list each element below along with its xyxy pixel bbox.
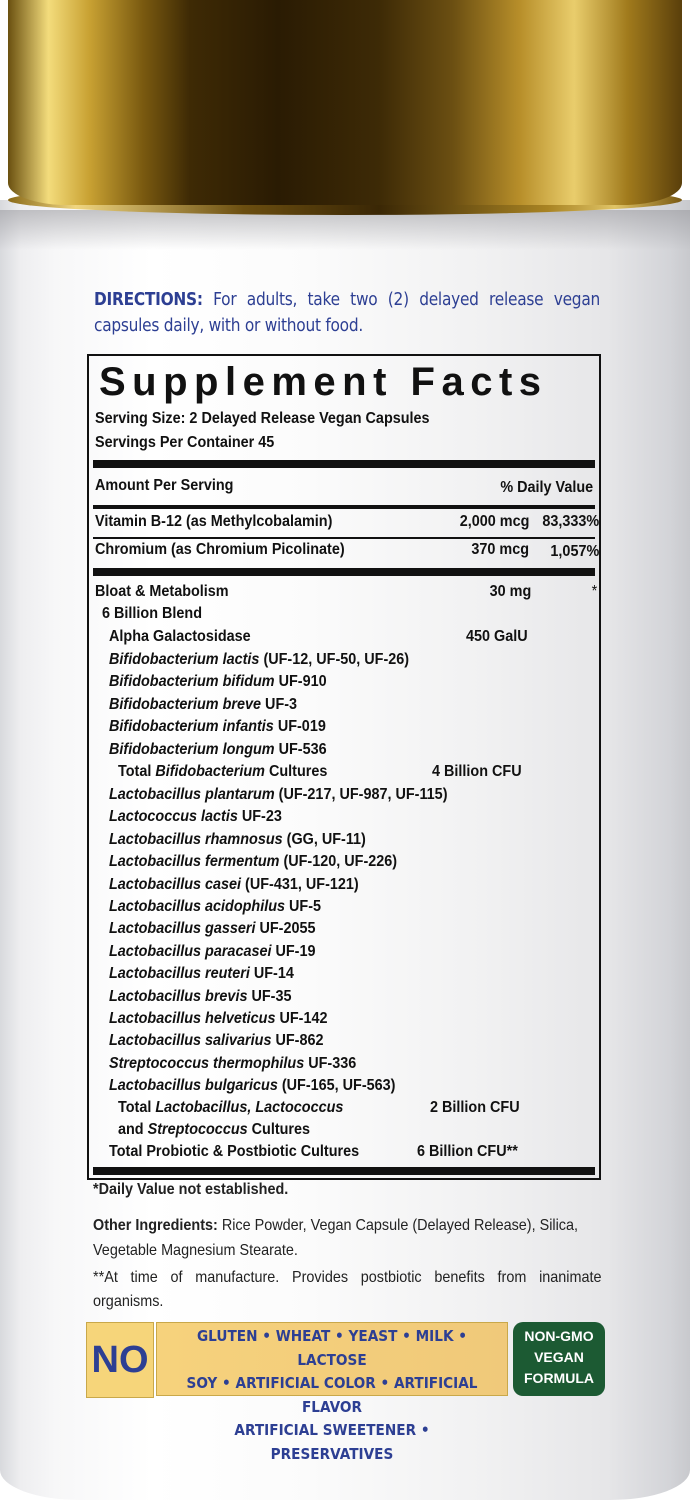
bifido-row xyxy=(109,718,326,736)
lacto-row xyxy=(109,876,359,894)
chromium-dv: 1,057% xyxy=(550,543,599,560)
other-ingredients-label: Other Ingredients: xyxy=(93,1217,218,1234)
bifido-strain-code: UF-3 xyxy=(261,695,298,713)
directions-label: DIRECTIONS: xyxy=(94,290,203,310)
lacto-strain-name: Lactobacillus brevis xyxy=(109,987,248,1005)
lacto-strain-name: Lactobacillus rhamnosus xyxy=(109,830,283,848)
lacto-strain-code: (UF-120, UF-226) xyxy=(279,853,398,871)
lacto-strain-code: UF-862 xyxy=(271,1032,324,1050)
blend-name: Bloat & Metabolism xyxy=(95,583,229,600)
bifido-strain-name: Bifidobacterium infantis xyxy=(109,718,274,736)
lacto-row xyxy=(109,853,397,871)
lacto-strain-name: Lactobacillus paracasei xyxy=(109,942,272,960)
directions-body: For adults, take two (2) delayed release vegan capsules daily, with or without food. xyxy=(94,290,600,336)
lacto-row xyxy=(109,1077,395,1095)
lacto-strain-code: (UF-165, UF-563) xyxy=(277,1077,396,1095)
badge-line-2: VEGAN xyxy=(534,1349,584,1365)
bifido-row xyxy=(109,741,327,759)
lacto-strain-name: Lactobacillus helveticus xyxy=(109,1010,276,1027)
lacto-row xyxy=(109,808,282,826)
directions-text xyxy=(94,287,600,339)
vitamin-b12-amount: 2,000 mcg xyxy=(459,513,529,530)
lacto-total-line2 xyxy=(118,1121,310,1139)
lacto-strain-code: (UF-431, UF-121) xyxy=(241,875,359,893)
footnote: **At time of manufacture. Provides postbiotic benefits from inanimate organisms. xyxy=(93,1269,602,1310)
facts-title: Supplement Facts xyxy=(99,360,548,404)
lacto-strain-code: UF-23 xyxy=(237,808,282,826)
lacto-total-line2-pre: and xyxy=(118,1121,148,1138)
allergen-line-1: GLUTEN • WHEAT • YEAST • MILK • LACTOSE xyxy=(196,1327,467,1369)
grand-total-amount: 6 Billion CFU** xyxy=(417,1143,518,1160)
lacto-row xyxy=(109,1032,323,1050)
lacto-strain-code: UF-142 xyxy=(275,1010,328,1027)
lacto-strain-name: Lactobacillus plantarum xyxy=(109,786,275,803)
lacto-strain-name: Lactobacillus bulgaricus xyxy=(109,1077,278,1095)
lacto-row xyxy=(109,965,294,983)
bifido-total-post: Cultures xyxy=(264,763,328,780)
chromium-name: Chromium (as Chromium Picolinate) xyxy=(95,541,345,558)
lacto-strain-code: UF-19 xyxy=(271,942,316,960)
thin-rule-1 xyxy=(93,537,595,539)
allergen-line-2: SOY • ARTIFICIAL COLOR • ARTIFICIAL FLAVOR xyxy=(186,1374,478,1416)
bifido-row xyxy=(109,673,327,691)
lacto-row xyxy=(109,831,366,849)
badge-line-1: NON-GMO xyxy=(524,1328,594,1344)
bifido-strain-name: Bifidobacterium breve xyxy=(109,695,262,713)
dv-header: % Daily Value xyxy=(500,479,593,496)
lacto-strain-name: Lactobacillus casei xyxy=(109,875,242,893)
dv-note: *Daily Value not established. xyxy=(93,1181,289,1198)
lacto-strain-code: UF-35 xyxy=(247,987,292,1005)
bifido-total-pre: Total xyxy=(118,763,156,780)
chromium-amount: 370 mcg xyxy=(471,541,529,558)
bifido-strain-name: Bifidobacterium lactis xyxy=(109,651,260,668)
bifido-strain-code: UF-019 xyxy=(273,718,326,736)
grand-total: Total Probiotic & Postbiotic Cultures xyxy=(109,1143,360,1160)
non-gmo-vegan-badge xyxy=(513,1322,605,1396)
bifido-row xyxy=(109,696,297,714)
vitamin-b12-name: Vitamin B-12 (as Methylcobalamin) xyxy=(95,513,333,530)
lacto-strain-code: (UF-217, UF-987, UF-115) xyxy=(274,786,448,803)
serving-size: Serving Size: 2 Delayed Release Vegan Capsules xyxy=(95,410,430,427)
thick-rule-3 xyxy=(93,1167,595,1175)
gold-cap xyxy=(8,0,682,205)
lacto-strain-name: Lactobacillus salivarius xyxy=(109,1032,272,1050)
neck-shadow xyxy=(0,210,690,250)
lacto-row xyxy=(109,1010,327,1028)
alpha-galactosidase-amount: 450 GalU xyxy=(466,628,528,645)
amount-header: Amount Per Serving xyxy=(95,477,234,494)
thick-rule-1 xyxy=(93,460,595,468)
bifido-strain-code: UF-910 xyxy=(274,673,327,691)
medium-rule xyxy=(93,505,595,509)
lacto-strain-name: Lactobacillus reuteri xyxy=(109,965,250,983)
bifido-total-italic: Bifidobacterium xyxy=(155,763,265,780)
no-label: NO xyxy=(86,1322,154,1398)
other-ingredients xyxy=(93,1213,584,1263)
lacto-row xyxy=(109,1055,356,1073)
lacto-row xyxy=(109,943,315,961)
bifido-row xyxy=(109,651,409,669)
lacto-total-italic: Lactobacillus, Lactococcus xyxy=(155,1099,344,1116)
bifido-total xyxy=(118,763,327,781)
lacto-total-pre: Total xyxy=(118,1099,156,1116)
lacto-strain-code: UF-336 xyxy=(304,1054,357,1072)
lacto-strain-code: (GG, UF-11) xyxy=(282,830,366,848)
lacto-total-line2-post: Cultures xyxy=(247,1121,311,1138)
lacto-row xyxy=(109,988,291,1006)
bifido-strain-code: (UF-12, UF-50, UF-26) xyxy=(259,651,410,668)
alpha-galactosidase: Alpha Galactosidase xyxy=(109,628,251,645)
lacto-row xyxy=(109,920,315,938)
bifido-strain-name: Bifidobacterium longum xyxy=(109,740,275,758)
lacto-row xyxy=(109,786,447,804)
supplement-facts-panel xyxy=(87,354,601,1180)
lacto-total-line2-italic: Streptococcus xyxy=(147,1121,248,1138)
lacto-strain-code: UF-14 xyxy=(249,965,294,983)
lacto-strain-name: Lactobacillus acidophilus xyxy=(109,898,286,915)
bifido-strain-code: UF-536 xyxy=(274,740,327,758)
allergen-free-list xyxy=(156,1322,508,1463)
lacto-strain-name: Lactobacillus gasseri xyxy=(109,920,256,938)
lacto-strain-name: Lactococcus lactis xyxy=(109,808,238,826)
other-ingredients-text: Rice Powder, Vegan Capsule (Delayed Release), Silica, Vegetable Magnesium Stearate. xyxy=(93,1217,579,1259)
lacto-strain-code: UF-2055 xyxy=(255,920,316,938)
blend-amount: 30 mg xyxy=(489,583,531,600)
vitamin-b12-dv: 83,333% xyxy=(542,513,599,530)
lacto-strain-code: UF-5 xyxy=(285,898,322,915)
thick-rule-2 xyxy=(93,568,595,576)
lacto-total-amount: 2 Billion CFU xyxy=(430,1099,520,1116)
badge-line-3: FORMULA xyxy=(524,1370,594,1386)
servings-per-container: Servings Per Container 45 xyxy=(95,434,275,451)
lacto-total-line1 xyxy=(118,1099,343,1117)
blend-subtitle: 6 Billion Blend xyxy=(102,605,203,622)
blend-dv: * xyxy=(591,583,597,600)
allergen-line-3: ARTIFICIAL SWEETENER • PRESERVATIVES xyxy=(234,1421,430,1463)
lacto-strain-name: Streptococcus thermophilus xyxy=(109,1054,305,1072)
lacto-row xyxy=(109,898,321,916)
bifido-total-amount: 4 Billion CFU xyxy=(432,763,522,780)
lacto-strain-name: Lactobacillus fermentum xyxy=(109,853,280,871)
bifido-strain-name: Bifidobacterium bifidum xyxy=(109,673,275,691)
